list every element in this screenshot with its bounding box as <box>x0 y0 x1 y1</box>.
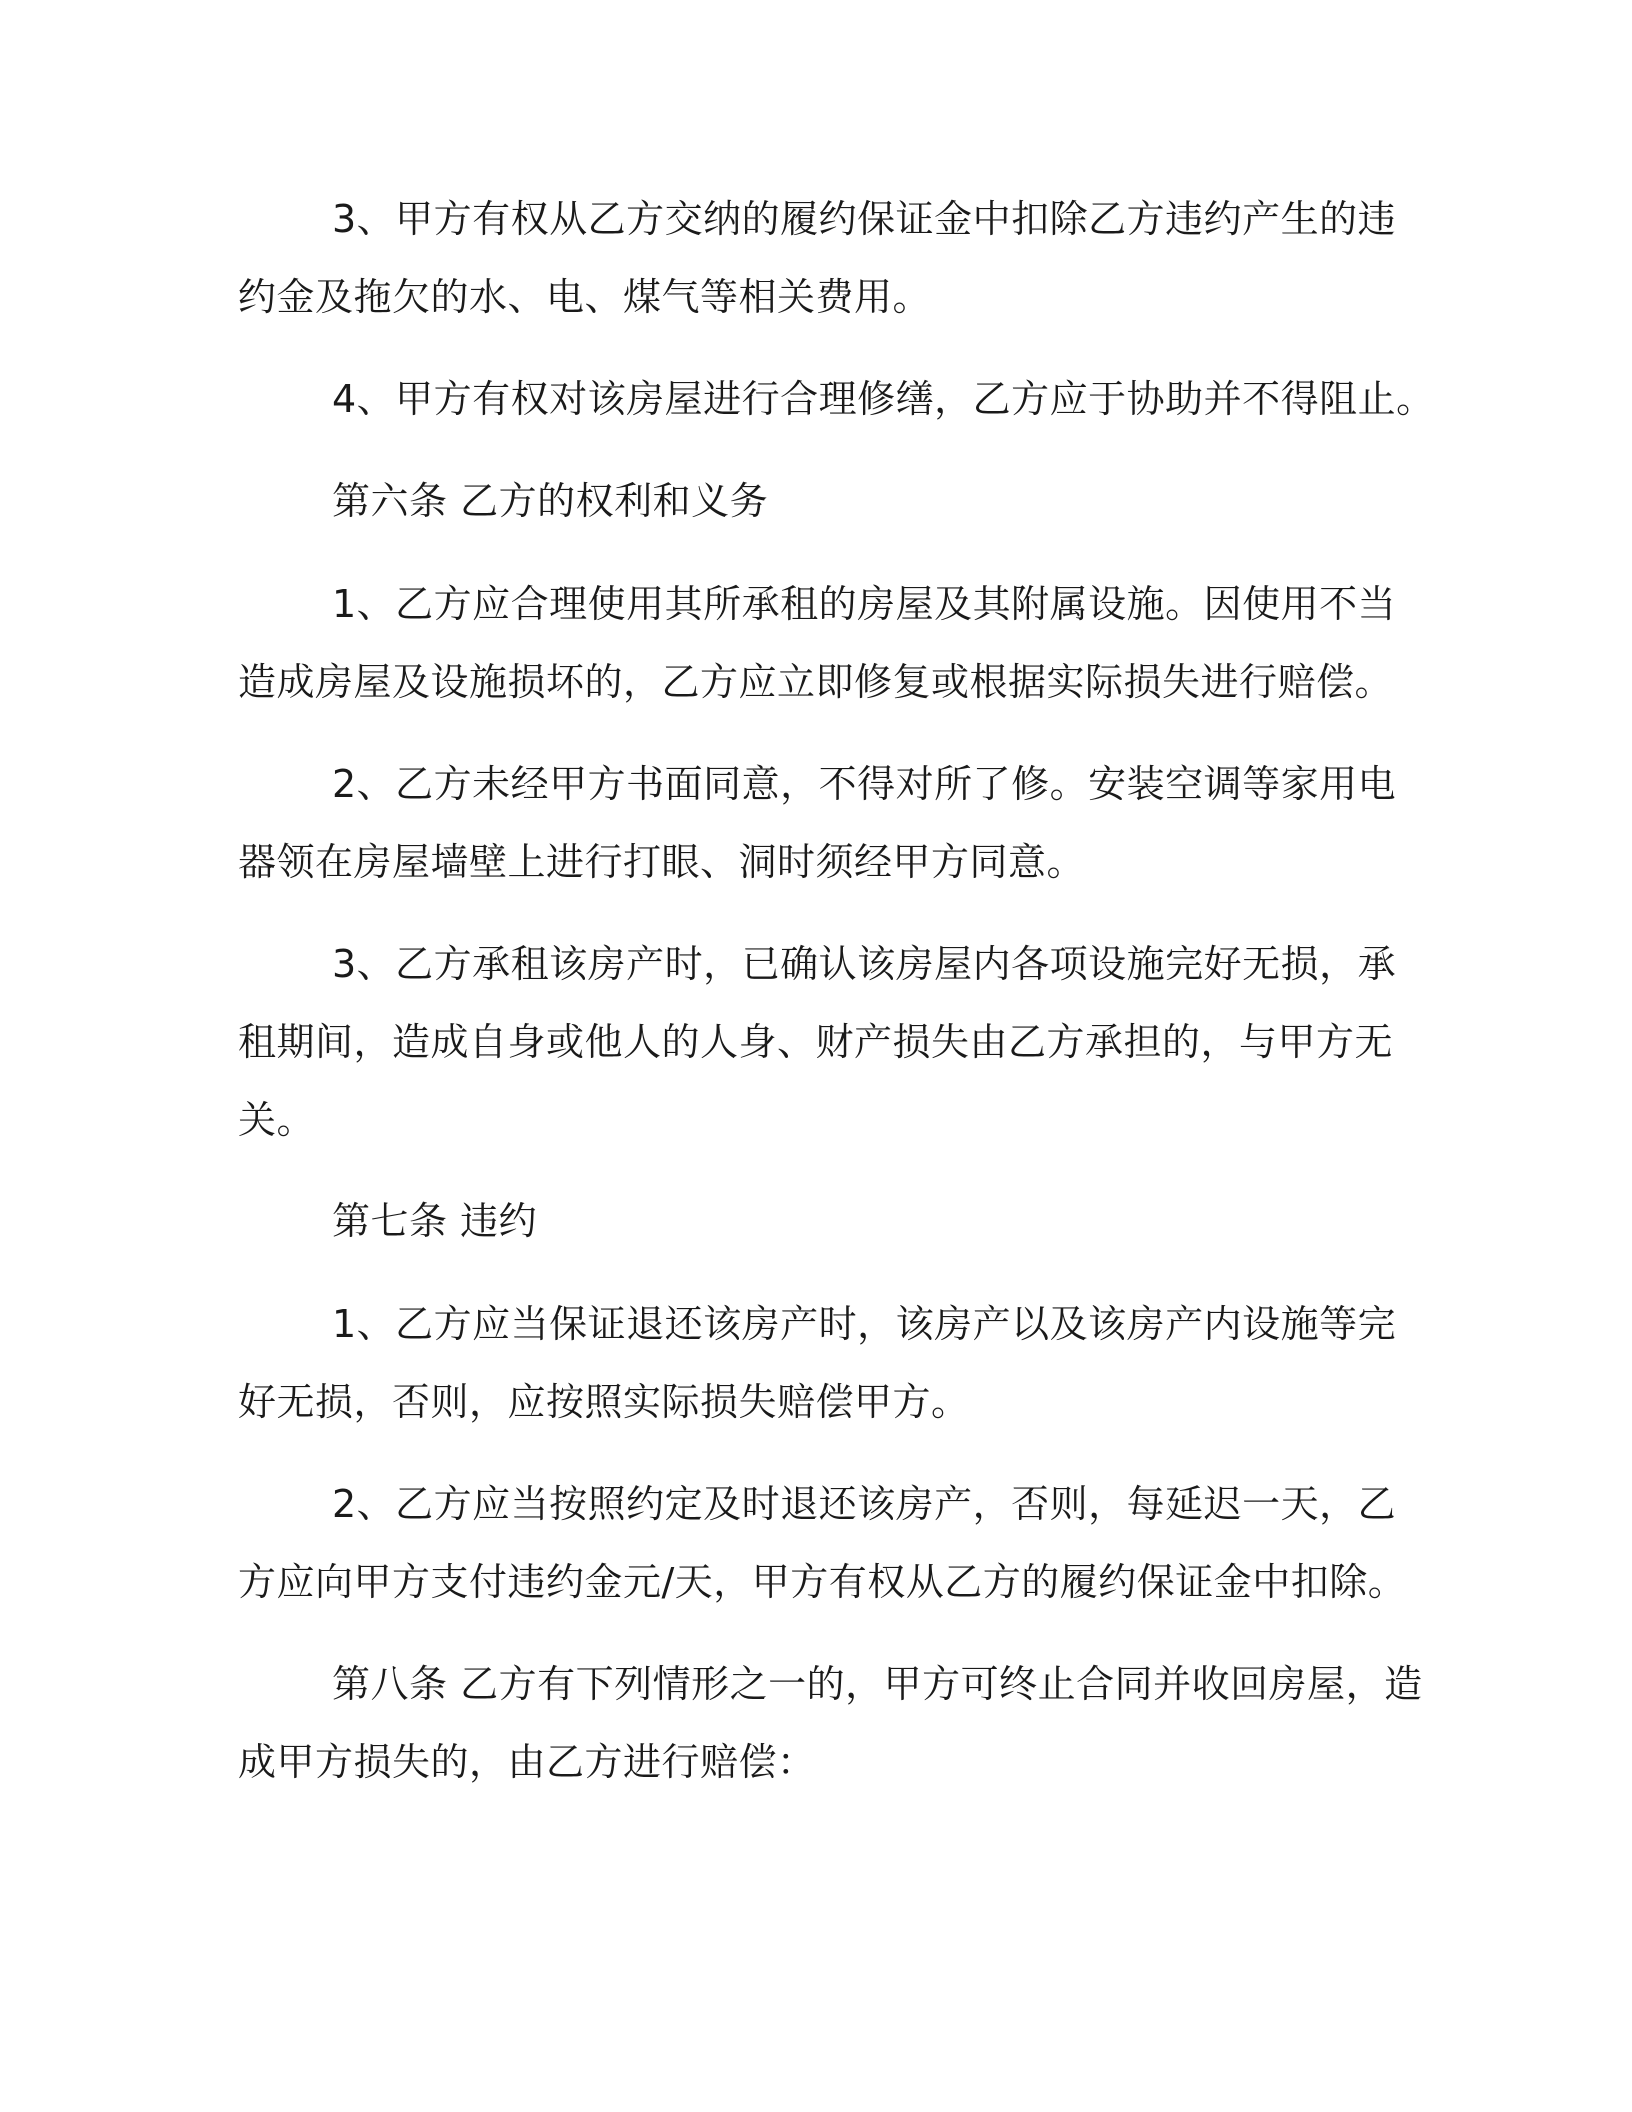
text-line: 3、乙方承租该房产时，已确认该房屋内各项设施完好无损，承 <box>332 942 1397 986</box>
text-line: 成甲方损失的，由乙方进行赔偿： <box>238 1740 816 1784</box>
paragraph-item-1-tenant-use <box>238 565 1408 721</box>
text-line: 好无损，否则，应按照实际损失赔偿甲方。 <box>238 1380 970 1424</box>
article-8-termination <box>238 1645 1423 1801</box>
paragraph-item-3-tenant-liability <box>238 925 1408 1159</box>
text-line: 关。 <box>238 1098 316 1142</box>
text-line: 第七条 违约 <box>332 1199 538 1243</box>
paragraph-item-2-late-return <box>238 1465 1408 1621</box>
paragraph-item-4-landlord-repair <box>238 360 1435 438</box>
text-line: 约金及拖欠的水、电、煤气等相关费用。 <box>238 275 932 319</box>
article-6-heading <box>238 462 1408 540</box>
article-7-heading <box>238 1182 1408 1260</box>
text-line: 造成房屋及设施损坏的，乙方应立即修复或根据实际损失进行赔偿。 <box>238 660 1394 704</box>
text-line: 4、甲方有权对该房屋进行合理修缮，乙方应于协助并不得阻止。 <box>332 377 1435 421</box>
text-line: 第六条 乙方的权利和义务 <box>332 479 769 523</box>
text-line: 2、乙方应当按照约定及时退还该房产，否则，每延迟一天，乙 <box>332 1482 1397 1526</box>
text-line: 器领在房屋墙壁上进行打眼、洞时须经甲方同意。 <box>238 840 1086 884</box>
paragraph-item-1-return-condition <box>238 1285 1408 1441</box>
text-line: 1、乙方应当保证退还该房产时，该房产以及该房产内设施等完 <box>332 1302 1397 1346</box>
text-line: 租期间，造成自身或他人的人身、财产损失由乙方承担的，与甲方无 <box>238 1020 1394 1064</box>
text-line: 1、乙方应合理使用其所承租的房屋及其附属设施。因使用不当 <box>332 582 1397 626</box>
text-line: 3、甲方有权从乙方交纳的履约保证金中扣除乙方违约产生的违 <box>332 197 1397 241</box>
text-line: 2、乙方未经甲方书面同意，不得对所了修。安装空调等家用电 <box>332 762 1397 806</box>
text-line: 第八条 乙方有下列情形之一的，甲方可终止合同并收回房屋，造 <box>332 1662 1423 1706</box>
paragraph-item-3-landlord-deduction <box>238 180 1408 336</box>
paragraph-item-2-tenant-modification <box>238 745 1408 901</box>
text-line: 方应向甲方支付违约金元/天，甲方有权从乙方的履约保证金中扣除。 <box>238 1560 1407 1604</box>
